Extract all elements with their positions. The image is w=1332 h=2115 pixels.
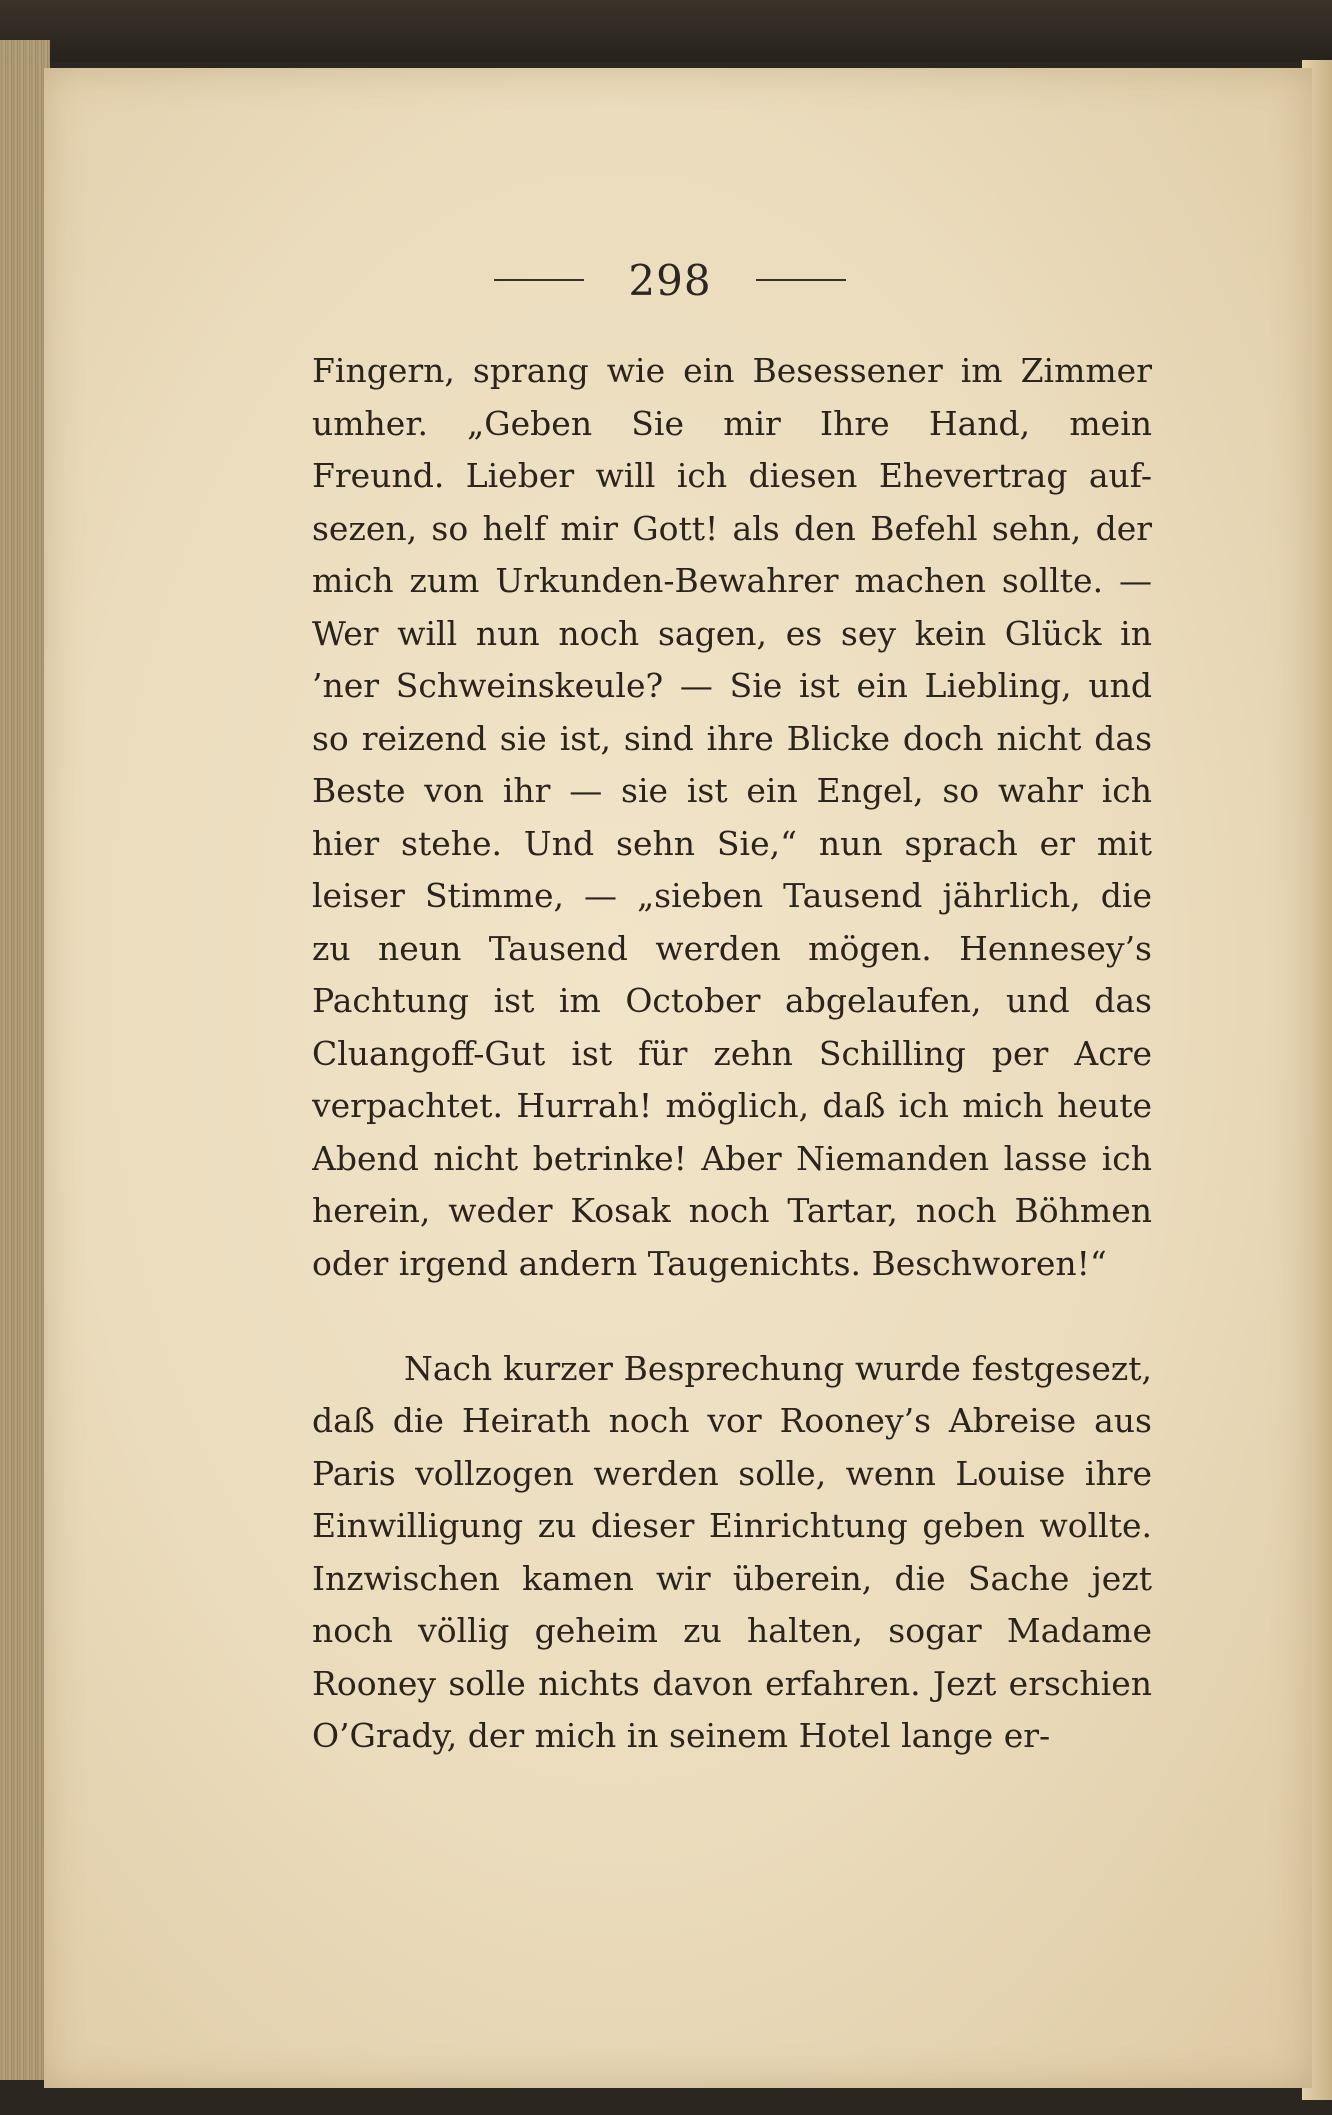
body-text [312, 345, 1152, 1763]
text-line: sezen, so helf mir Gott! als den Befehl sehn, der [312, 508, 1152, 548]
text-line: Cluangoff-Gut ist für zehn Schilling per Acre [312, 1033, 1152, 1073]
text-line: leiser Stimme, — „sieben Tausend jährlich, die [312, 876, 1152, 915]
text-line: Inzwischen kamen wir überein, die Sache jezt [312, 1558, 1152, 1598]
book-cover-edge [0, 0, 1332, 62]
text-line: Abend nicht betrinke! Aber Niemanden lasse ich [312, 1138, 1152, 1178]
paragraph-2 [312, 1343, 1152, 1763]
paragraph-1 [312, 345, 1152, 1290]
text-line: O’Grady, der mich in seinem Hotel lange er- [312, 1716, 1051, 1755]
text-line: Pachtung ist im October abgelaufen, und das [312, 981, 1152, 1020]
header-rule-left [494, 279, 584, 281]
page-stack-edge [0, 40, 50, 2080]
page-header [300, 252, 1040, 308]
text-line: Paris vollzogen werden solle, wenn Louise ihre [312, 1453, 1152, 1493]
text-line: oder irgend andern Taugenichts. Beschworen!“ [312, 1243, 1107, 1283]
text-line: mich zum Urkunden-Bewahrer machen sollte. — [312, 561, 1152, 600]
header-rule-right [756, 279, 846, 281]
text-line: noch völlig geheim zu halten, sogar Madame [312, 1611, 1152, 1650]
page-number: 298 [628, 255, 712, 305]
text-line: herein, weder Kosak noch Tartar, noch Böhmen [312, 1191, 1152, 1230]
text-line: Nach kurzer Besprechung wurde festgesezt, [404, 1348, 1152, 1388]
text-line: Einwilligung zu dieser Einrichtung geben wollte. [312, 1506, 1152, 1545]
text-line: Fingern, sprang wie ein Besessener im Zimmer [312, 351, 1152, 390]
text-line: daß die Heirath noch vor Rooney’s Abreise aus [312, 1401, 1152, 1440]
text-line: Beste von ihr — sie ist ein Engel, so wahr ich [312, 771, 1152, 810]
text-line: umher. „Geben Sie mir Ihre Hand, mein [312, 403, 1152, 443]
text-line: Freund. Lieber will ich diesen Ehevertrag auf- [312, 456, 1152, 495]
text-line: Rooney solle nichts davon erfahren. Jezt erschien [312, 1663, 1152, 1703]
text-line: hier stehe. Und sehn Sie,“ nun sprach er mit [312, 823, 1152, 863]
text-line: zu neun Tausend werden mögen. Hennesey’s [312, 928, 1152, 968]
text-line: Wer will nun noch sagen, es sey kein Glück in [312, 613, 1152, 653]
text-line: so reizend sie ist, sind ihre Blicke doch nicht das [312, 718, 1152, 758]
paragraph-gap [312, 1290, 1152, 1343]
text-line: ’ner Schweinskeule? — Sie ist ein Liebling, und [312, 666, 1152, 705]
text-line: verpachtet. Hurrah! möglich, daß ich mich heute [312, 1086, 1152, 1125]
